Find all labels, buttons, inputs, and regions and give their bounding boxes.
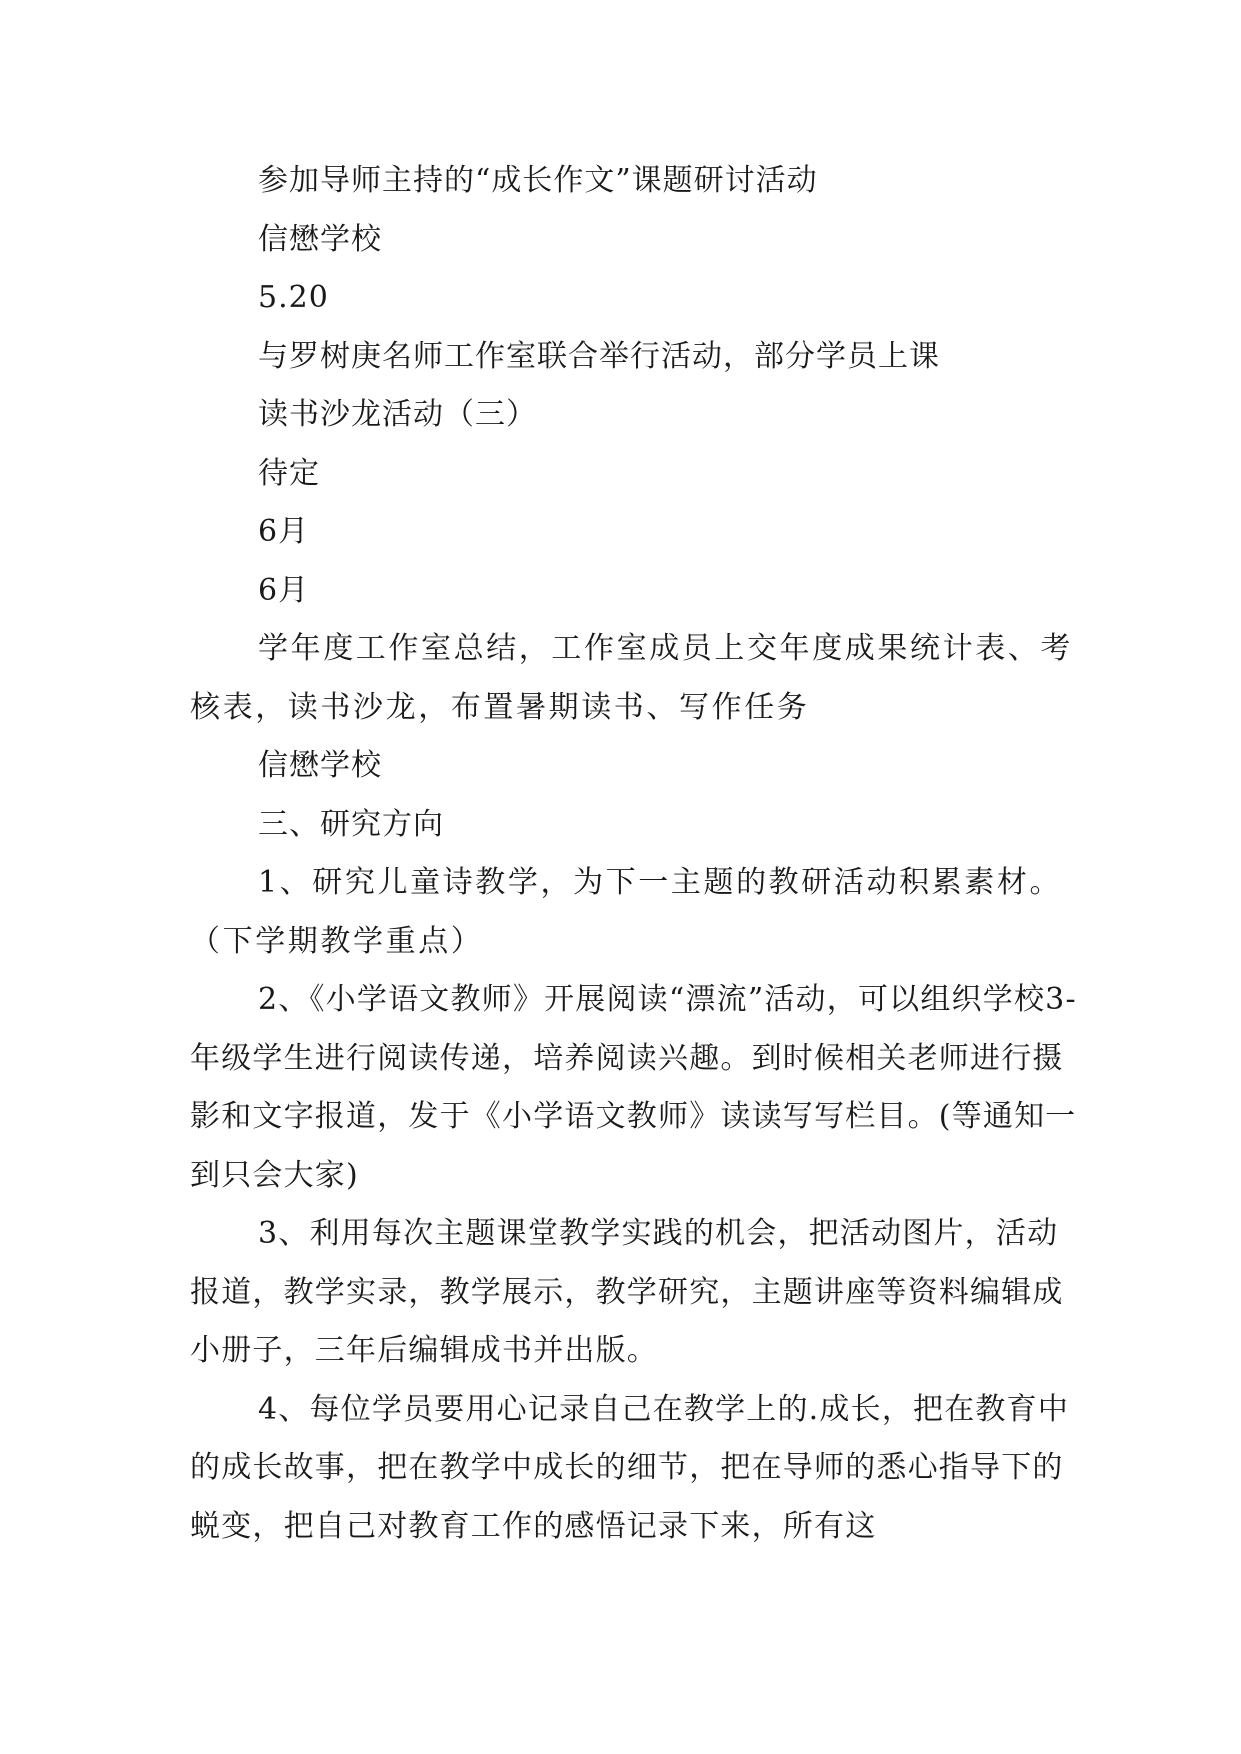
paragraph-annual-summary: 学年度工作室总结，工作室成员上交年度成果统计表、考核表，读书沙龙，布置暑期读书、写作任务 [190, 631, 1073, 725]
paragraph-location: 信懋学校 [258, 748, 382, 783]
paragraph-date: 5.20 [258, 280, 329, 315]
paragraph-location: 信懋学校 [258, 221, 382, 257]
paragraph-reading-salon: 读书沙龙活动（三） [258, 397, 537, 432]
paragraph-tbd: 待定 [258, 455, 320, 491]
paragraph-month: 6月 [258, 572, 310, 608]
paragraph-joint-activity: 与罗树庚名师工作室联合举行活动，部分学员上课 [258, 338, 940, 374]
paragraph-research-item-3: 3、利用每次主题课堂教学实践的机会，把活动图片，活动报道，教学实录，教学展示，教学研究，主题讲座等资料编辑成小册子，三年后编辑成书并出版。 [190, 1216, 1064, 1368]
paragraph-research-item-2: 2、《小学语文教师》开展阅读“漂流”活动，可以组织学校3-年级学生进行阅读传递，培养阅读兴趣。到时候相关老师进行摄影和文字报道，发于《小学语文教师》读读写写栏目。(等通知一到只会大家) [190, 982, 1077, 1193]
paragraph-activity-title: 参加导师主持的“成长作文”课题研讨活动 [258, 163, 818, 198]
paragraph-research-item-4: 4、每位学员要用心记录自己在教学上的.成长，把在教育中的成长故事，把在教学中成长的细节，把在导师的悉心指导下的蜕变，把自己对教育工作的感悟记录下来，所有这 [190, 1391, 1070, 1544]
section-heading-research-direction: 三、研究方向 [258, 806, 444, 842]
document-body [190, 152, 1080, 1556]
paragraph-month: 6月 [258, 514, 310, 549]
paragraph-research-item-1: 1、研究儿童诗教学，为下一主题的教研活动积累素材。（下学期教学重点） [190, 865, 1063, 959]
